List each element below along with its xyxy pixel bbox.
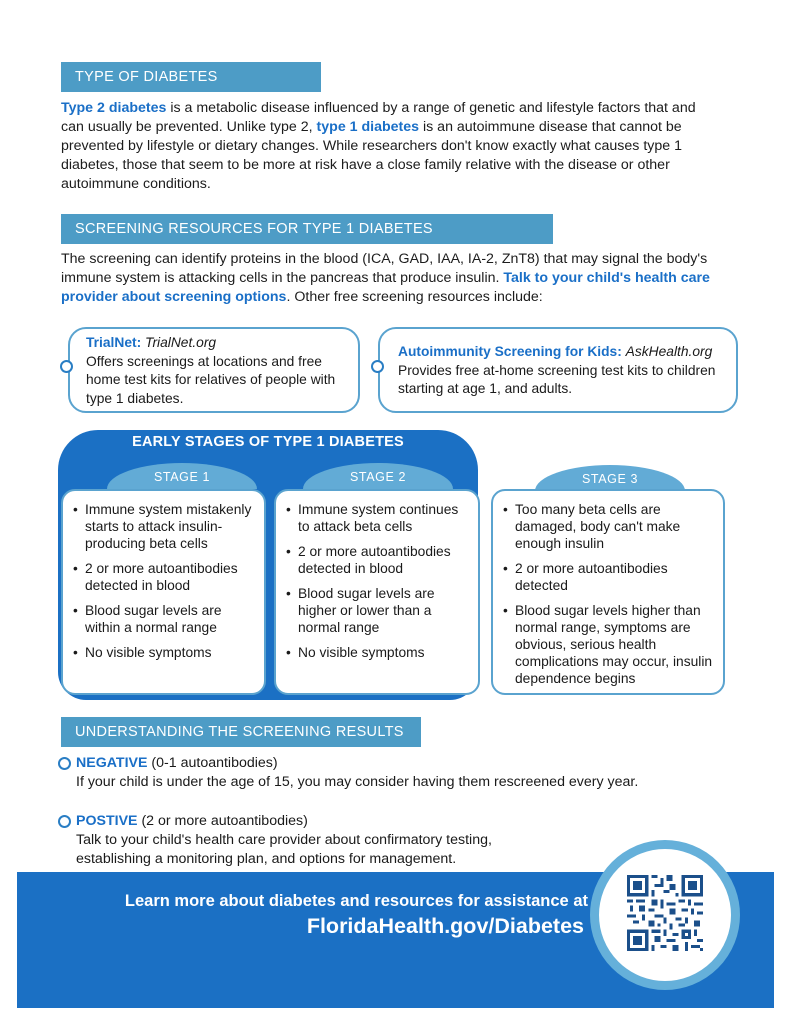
stage-3-bullet: • Too many beta cells are damaged, body can't make enough insulin [503, 501, 715, 552]
trialnet-description: Offers screenings at locations and free home test kits for relatives of people with type 1 diabetes. [86, 353, 336, 406]
negative-description: If your child is under the age of 15, you may consider having them rescreened every year. [76, 774, 639, 790]
type2-term: Type 2 diabetes [61, 100, 167, 116]
type-of-diabetes-header: TYPE OF DIABETES [61, 62, 321, 92]
type-of-diabetes-paragraph [61, 99, 721, 194]
type-text-2: is an autoimmune disease that cannot be prevented by lifestyle or dietary changes. While researchers don't know exactly what causes type 1 diabetes, those that seem to be more at risk have a close family relative with the disease or other autoimmune conditions. [61, 119, 682, 192]
stage-3-tab: STAGE 3 [535, 465, 685, 491]
screening-results-header: UNDERSTANDING THE SCREENING RESULTS [61, 717, 421, 747]
banner-url-link[interactable]: FloridaHealth.gov/Diabetes [306, 914, 584, 938]
positive-label: POSTIVE [76, 813, 138, 829]
askhealth-description: Provides free at-home screening test kits to children starting at age 1, and adults. [398, 362, 716, 396]
stage-1-bullet: • No visible symptoms [73, 644, 256, 661]
askhealth-url[interactable]: AskHealth.org [625, 344, 713, 359]
screening-text-2: . Other free screening resources include: [286, 289, 543, 305]
stage-3-bullet: • 2 or more autoantibodies detected [503, 560, 715, 594]
banner-learn-more: Learn more about diabetes and resources for assistance at [124, 892, 588, 910]
negative-radio-icon [58, 757, 71, 770]
early-stages-title: EARLY STAGES OF TYPE 1 DIABETES [132, 434, 404, 450]
trialnet-name[interactable]: TrialNet: [86, 335, 146, 350]
screening-paragraph [61, 250, 731, 307]
negative-result [76, 754, 716, 792]
askhealth-name[interactable]: Autoimmunity Screening for Kids: [398, 344, 626, 359]
positive-note: (2 or more autoantibodies) [137, 813, 308, 829]
negative-note: (0-1 autoantibodies) [147, 755, 278, 771]
positive-result [76, 812, 576, 869]
positive-description-1: Talk to your child's health care provider about confirmatory testing, [76, 832, 492, 848]
positive-description-2: establishing a monitoring plan, and options for management. [76, 851, 457, 867]
stage-2-card [274, 489, 480, 695]
trialnet-card [68, 327, 360, 413]
screening-text-1: The screening can identify proteins in the blood (ICA, GAD, IAA, IA-2, ZnT8) that may signal the body's immune system is attacking cells in the pancreas that produce insulin. [61, 251, 708, 286]
stage-2-bullet: • No visible symptoms [286, 644, 470, 661]
qr-code-icon[interactable] [627, 875, 703, 951]
stage-2-bullet: • Immune system continues to attack beta cells [286, 501, 470, 535]
stage-2-bullet: • Blood sugar levels are higher or lower than a normal range [286, 585, 470, 636]
askhealth-radio-icon [371, 360, 384, 373]
stage-1-card [61, 489, 266, 695]
trialnet-url[interactable]: TrialNet.org [145, 335, 217, 350]
screening-resources-header: SCREENING RESOURCES FOR TYPE 1 DIABETES [61, 214, 553, 244]
positive-radio-icon [58, 815, 71, 828]
stage-1-bullet: • Blood sugar levels are within a normal range [73, 602, 256, 636]
stage-3-card [491, 489, 725, 695]
stage-1-bullet: • 2 or more autoantibodies detected in blood [73, 560, 256, 594]
stage-2-tab: STAGE 2 [303, 463, 453, 489]
type1-term: type 1 diabetes [316, 119, 420, 135]
stage-1-tab: STAGE 1 [107, 463, 257, 489]
talk-to-provider-link[interactable]: Talk to your child's health care provider about screening options [61, 270, 710, 305]
stage-3-bullet: • Blood sugar levels higher than normal range, symptoms are obvious, serious health complications may occur, insulin dependence begins [503, 602, 715, 687]
trialnet-radio-icon [60, 360, 73, 373]
stage-2-bullet: • 2 or more autoantibodies detected in blood [286, 543, 470, 577]
negative-label: NEGATIVE [76, 755, 148, 771]
type-text-1: is a metabolic disease influenced by a range of genetic and lifestyle factors that and can usually be prevented. Unlike type 2, [61, 100, 696, 135]
trialnet-title [86, 334, 348, 353]
askhealth-title [398, 343, 726, 362]
stage-1-bullet: • Immune system mistakenly starts to attack insulin-producing beta cells [73, 501, 256, 552]
askhealth-card [378, 327, 738, 413]
